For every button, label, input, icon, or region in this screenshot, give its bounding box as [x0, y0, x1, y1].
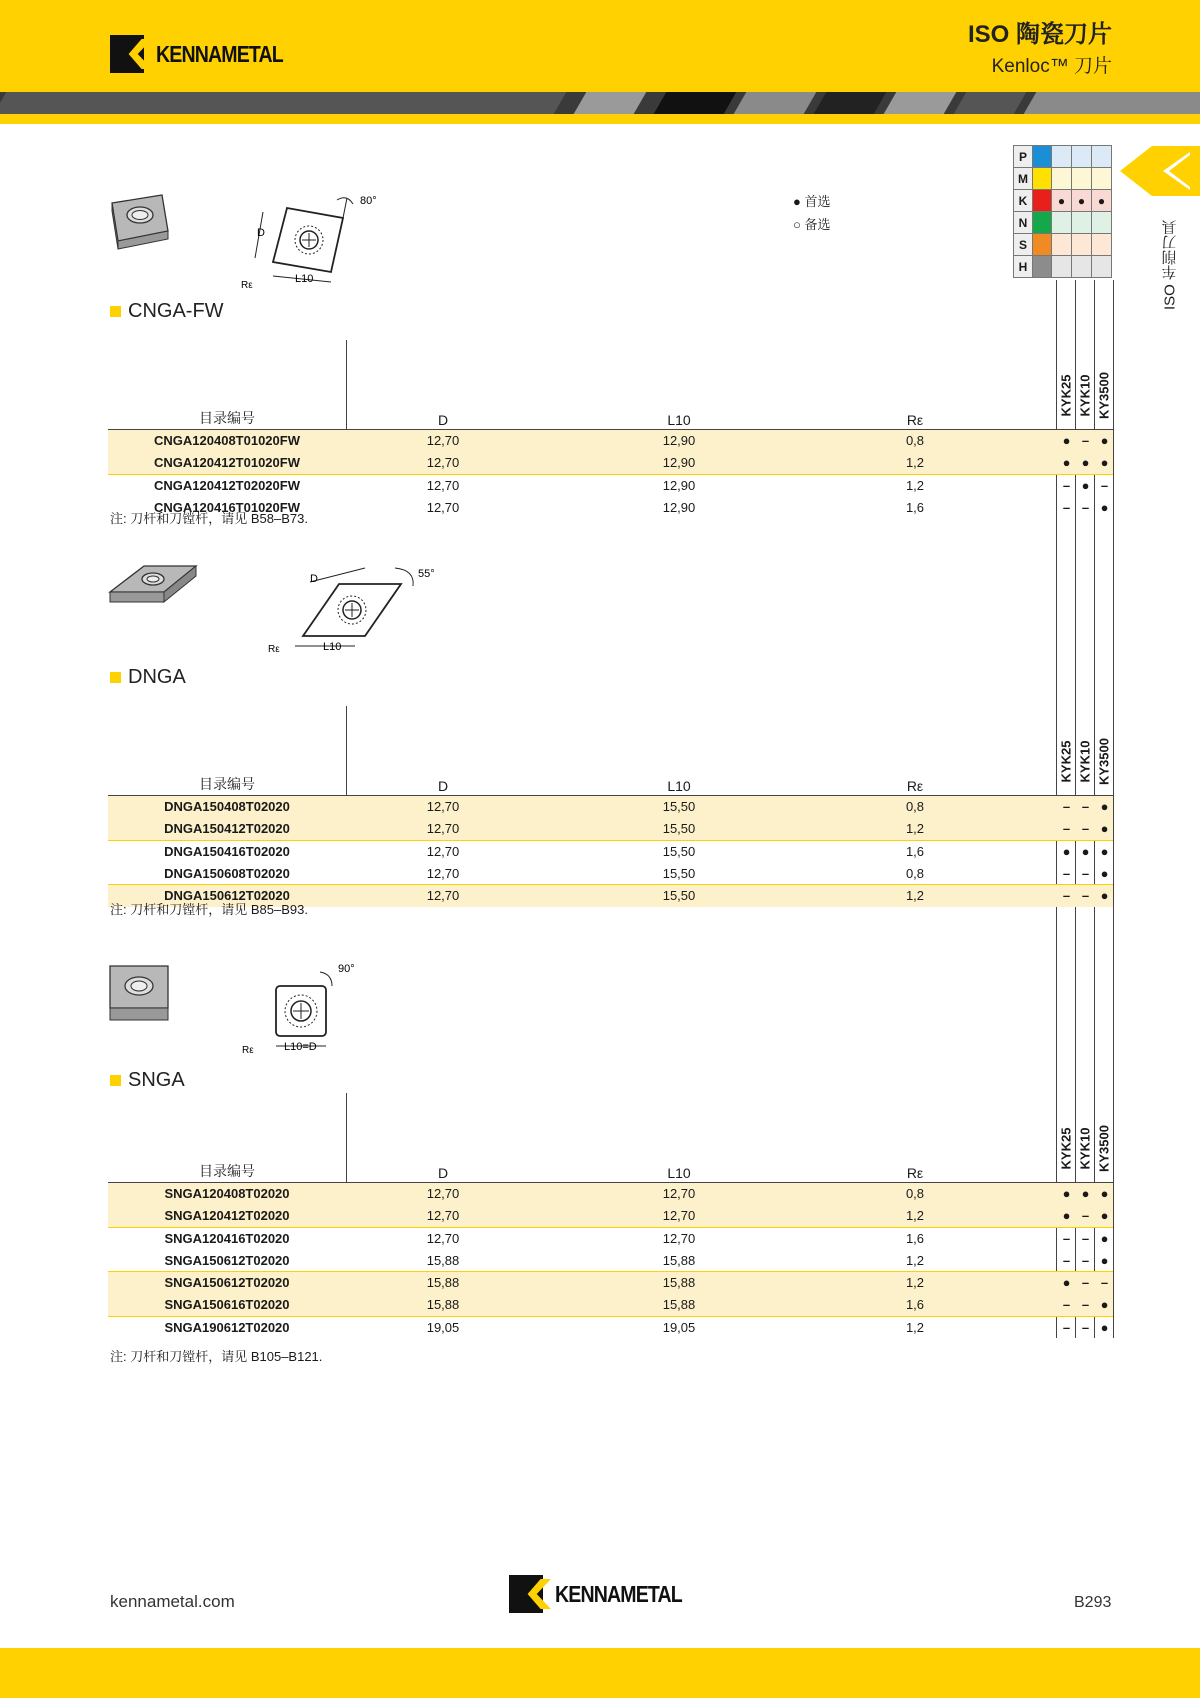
column-header-r: Rε — [906, 778, 924, 794]
legend-preferred: ● 首选 — [793, 194, 831, 209]
grade-header-label: KYK25 — [1058, 740, 1074, 783]
cell-grade: – — [1062, 799, 1071, 814]
cell-cat: CNGA120412T01020FW — [154, 455, 300, 471]
table-row — [108, 818, 1113, 840]
material-row — [1014, 212, 1112, 234]
cell-grade: ● — [1100, 843, 1109, 859]
table-cnga — [108, 340, 1113, 519]
cell-grade: – — [1062, 477, 1071, 493]
cell-l: 15,50 — [662, 843, 696, 859]
cell-grade: – — [1100, 1275, 1109, 1291]
cell-grade: – — [1062, 1319, 1071, 1335]
cell-cat: DNGA150412T02020 — [164, 821, 290, 837]
material-row — [1014, 146, 1112, 168]
cell-grade: – — [1081, 1319, 1090, 1335]
header-title-line1: ISO 陶瓷刀片 — [967, 21, 1112, 48]
cell-l: 12,90 — [662, 433, 696, 448]
cell-cat: SNGA150612T02020 — [164, 1252, 290, 1268]
grade-header-label: KYK10 — [1077, 740, 1093, 783]
cell-l: 15,88 — [662, 1275, 696, 1291]
cell-d: 12,70 — [426, 499, 460, 515]
cell-cat: DNGA150408T02020 — [164, 799, 290, 814]
note-dnga: 注: 刀杆和刀镗杆，请见 B85–B93. — [110, 902, 308, 917]
cell-l: 15,50 — [662, 799, 696, 814]
cell-d: 15,88 — [426, 1252, 460, 1268]
footer-logo-mark-icon — [509, 1575, 543, 1613]
cell-cat: DNGA150416T02020 — [164, 843, 290, 859]
svg-text:Rε: Rε — [268, 644, 280, 655]
cell-grade: ● — [1081, 1186, 1090, 1201]
grade-header-label: KY3500 — [1096, 1125, 1112, 1172]
material-code: K — [1014, 190, 1033, 212]
material-color-swatch — [1033, 190, 1052, 212]
material-color-swatch — [1033, 212, 1052, 234]
cell-grade: ● — [1100, 1297, 1109, 1313]
material-row — [1014, 234, 1112, 256]
grade-header — [1076, 731, 1094, 791]
dnga-insert-3d-icon — [108, 560, 200, 620]
svg-text:L10=D: L10=D — [284, 1041, 317, 1053]
material-color-swatch — [1033, 168, 1052, 190]
decor-stripe — [0, 92, 1200, 114]
cell-grade: ● — [1081, 843, 1090, 859]
cell-grade: ● — [1100, 1252, 1109, 1268]
material-row — [1014, 190, 1112, 212]
footer-logo-wordmark: KENNAMETAL — [555, 1580, 682, 1607]
cell-l: 12,70 — [662, 1230, 696, 1246]
cell-r: 0,8 — [905, 865, 925, 881]
table-row — [108, 430, 1113, 452]
cell-l: 12,90 — [662, 499, 696, 515]
cell-grade: – — [1062, 1230, 1071, 1246]
cell-l: 15,50 — [662, 865, 696, 881]
logo-mark-icon — [110, 35, 144, 73]
cell-r: 1,6 — [905, 1230, 925, 1246]
material-color-swatch — [1033, 146, 1052, 168]
table-row — [108, 1228, 1113, 1250]
table-row — [108, 863, 1113, 885]
column-header-r: Rε — [906, 1165, 924, 1181]
material-grade-mark — [1072, 146, 1092, 168]
material-code: P — [1014, 146, 1033, 168]
cell-cat: DNGA150608T02020 — [164, 865, 290, 881]
material-grade-mark — [1092, 212, 1112, 234]
grade-header-label: KYK25 — [1058, 1127, 1074, 1170]
material-color-swatch — [1033, 256, 1052, 278]
cell-cat: SNGA150612T02020 — [164, 1275, 290, 1291]
column-header-d: D — [437, 1165, 449, 1181]
cell-r: 1,2 — [905, 821, 925, 837]
side-chevron-icon — [1120, 146, 1200, 196]
cell-grade: – — [1100, 477, 1109, 493]
cell-d: 12,70 — [426, 455, 460, 471]
material-code: M — [1014, 168, 1033, 190]
section-title-snga: SNGA — [110, 1069, 185, 1092]
cell-r: 1,6 — [905, 1297, 925, 1313]
material-row — [1014, 256, 1112, 278]
cell-l: 15,88 — [662, 1297, 696, 1313]
table-row — [108, 1294, 1113, 1316]
material-grade-mark — [1092, 256, 1112, 278]
column-header-l10: L10 — [667, 778, 691, 794]
cell-grade: – — [1062, 499, 1071, 515]
cell-grade: ● — [1062, 455, 1071, 471]
column-header-d: D — [437, 778, 449, 794]
table-row — [108, 452, 1113, 474]
cell-r: 1,2 — [905, 1252, 925, 1268]
cell-grade: ● — [1062, 1186, 1071, 1201]
grade-header — [1076, 1118, 1094, 1178]
cell-grade: ● — [1100, 888, 1109, 904]
cell-r: 1,2 — [905, 1208, 925, 1224]
cell-grade: – — [1062, 1252, 1071, 1268]
grade-header — [1076, 365, 1094, 425]
material-grade-mark — [1092, 168, 1112, 190]
cell-grade: ● — [1062, 1275, 1071, 1291]
cell-grade: ● — [1100, 1230, 1109, 1246]
grade-header-label: KYK10 — [1077, 374, 1093, 417]
cell-cat: SNGA120416T02020 — [164, 1230, 290, 1246]
logo-wordmark: KENNAMETAL — [156, 40, 283, 67]
dnga-angle-label: 55° — [418, 568, 435, 580]
cell-grade: – — [1081, 865, 1090, 881]
table-header — [108, 340, 1113, 430]
column-header-l10: L10 — [667, 412, 691, 428]
cell-l: 19,05 — [662, 1319, 696, 1335]
legend — [793, 190, 830, 236]
grade-header-label: KY3500 — [1096, 738, 1112, 785]
cell-grade: – — [1081, 1208, 1090, 1224]
material-grade-mark — [1052, 234, 1072, 256]
table-row — [108, 1183, 1113, 1205]
material-code: S — [1014, 234, 1033, 256]
column-header-catalog: 目录编号 — [199, 1163, 255, 1179]
grade-header — [1095, 731, 1113, 791]
cell-grade: ● — [1100, 499, 1109, 515]
cell-grade: – — [1081, 821, 1090, 837]
cell-cat: SNGA120412T02020 — [164, 1208, 290, 1224]
cell-grade: ● — [1100, 1186, 1109, 1201]
footer-url[interactable]: kennametal.com — [110, 1592, 235, 1611]
kennametal-logo — [110, 35, 305, 73]
cell-r: 0,8 — [905, 799, 925, 814]
svg-text:Rε: Rε — [242, 1045, 254, 1056]
material-grade-mark: ● — [1052, 190, 1072, 212]
cell-l: 12,90 — [662, 477, 696, 493]
cell-grade: ● — [1081, 477, 1090, 493]
column-header-l10: L10 — [667, 1165, 691, 1181]
material-grade-mark — [1052, 146, 1072, 168]
cell-d: 12,70 — [426, 1230, 460, 1246]
grade-header — [1057, 365, 1075, 425]
table-dnga — [108, 706, 1113, 907]
cell-grade: ● — [1062, 1208, 1071, 1224]
cell-cat: DNGA150612T02020 — [164, 888, 290, 904]
table-row — [108, 1250, 1113, 1272]
page-number: B293 — [1074, 1594, 1112, 1611]
cell-r: 1,2 — [905, 888, 925, 904]
material-group-grid — [1013, 145, 1112, 278]
cell-grade: – — [1081, 1297, 1090, 1313]
svg-text:Rε: Rε — [241, 280, 253, 290]
cell-grade: ● — [1100, 433, 1109, 448]
cell-l: 12,70 — [662, 1208, 696, 1224]
material-grade-mark: ● — [1072, 190, 1092, 212]
grade-header — [1057, 731, 1075, 791]
cell-l: 15,88 — [662, 1252, 696, 1268]
table-row — [108, 796, 1113, 818]
cell-r: 1,2 — [905, 1275, 925, 1291]
cell-grade: – — [1081, 1275, 1090, 1291]
table-header — [108, 706, 1113, 796]
material-color-swatch — [1033, 234, 1052, 256]
section-title-dnga: DNGA — [110, 666, 186, 689]
header-title — [968, 14, 1112, 78]
material-grade-mark — [1072, 168, 1092, 190]
cell-d: 12,70 — [426, 477, 460, 493]
cell-l: 15,50 — [662, 888, 696, 904]
cell-d: 12,70 — [426, 888, 460, 904]
svg-text:L10: L10 — [295, 273, 314, 285]
table-row — [108, 841, 1113, 863]
cell-cat: CNGA120408T01020FW — [154, 433, 300, 448]
cell-grade: – — [1062, 888, 1071, 904]
cell-grade: – — [1081, 888, 1090, 904]
cell-grade: ● — [1100, 1319, 1109, 1335]
cell-d: 12,70 — [426, 1186, 460, 1201]
table-row — [108, 1317, 1113, 1339]
cell-grade: ● — [1062, 843, 1071, 859]
cell-d: 12,70 — [426, 1208, 460, 1224]
cell-grade: ● — [1100, 455, 1109, 471]
svg-text:D: D — [257, 227, 265, 239]
material-code: N — [1014, 212, 1033, 234]
snga-insert-3d-icon — [108, 962, 172, 1026]
legend-alternate: ○ 备选 — [793, 217, 831, 232]
snga-angle-label: 90° — [338, 963, 355, 975]
cell-grade: – — [1081, 499, 1090, 515]
material-grade-mark — [1092, 234, 1112, 256]
cnga-angle-label: 80° — [360, 195, 377, 207]
header-yellow-bar — [0, 114, 1200, 124]
cell-grade: – — [1062, 821, 1071, 837]
cell-r: 1,2 — [905, 455, 925, 471]
svg-text:D: D — [310, 573, 318, 585]
material-grade-mark — [1052, 212, 1072, 234]
cell-r: 0,8 — [905, 1186, 925, 1201]
column-header-r: Rε — [906, 412, 924, 428]
cell-d: 12,70 — [426, 821, 460, 837]
table-header — [108, 1093, 1113, 1183]
cell-d: 15,88 — [426, 1297, 460, 1313]
material-row — [1014, 168, 1112, 190]
snga-dimension-diagram — [240, 958, 370, 1058]
cnga-dimension-diagram — [235, 190, 385, 290]
cell-r: 0,8 — [905, 433, 925, 448]
note-snga: 注: 刀杆和刀镗杆，请见 B105–B121. — [110, 1349, 323, 1364]
material-grade-mark — [1052, 168, 1072, 190]
cell-grade: – — [1081, 433, 1090, 448]
column-header-d: D — [437, 412, 449, 428]
svg-text:L10: L10 — [323, 641, 342, 653]
cell-l: 12,70 — [662, 1186, 696, 1201]
cell-cat: SNGA120408T02020 — [164, 1186, 290, 1201]
cell-r: 1,2 — [905, 1319, 925, 1335]
cell-r: 1,2 — [905, 477, 925, 493]
cell-cat: CNGA120412T02020FW — [154, 477, 300, 493]
material-grade-mark — [1072, 234, 1092, 256]
cell-d: 12,70 — [426, 865, 460, 881]
table-row — [108, 1272, 1113, 1294]
cell-grade: ● — [1062, 433, 1071, 448]
grade-header — [1057, 1118, 1075, 1178]
table-row — [108, 475, 1113, 497]
note-cnga: 注: 刀杆和刀镗杆，请见 B58–B73. — [110, 511, 308, 526]
cell-r: 1,6 — [905, 843, 925, 859]
header-title-line2: Kenloc™ 刀片 — [991, 56, 1112, 77]
cell-grade: ● — [1100, 865, 1109, 881]
material-grade-mark — [1092, 146, 1112, 168]
footer-logo — [509, 1575, 704, 1613]
column-header-catalog: 目录编号 — [199, 776, 255, 792]
material-grade-mark: ● — [1092, 190, 1112, 212]
cell-d: 12,70 — [426, 433, 460, 448]
dnga-dimension-diagram — [265, 560, 445, 660]
cell-grade: – — [1062, 1297, 1071, 1313]
cell-grade: – — [1081, 799, 1090, 814]
material-grade-mark — [1072, 212, 1092, 234]
cell-cat: SNGA150616T02020 — [164, 1297, 290, 1313]
cell-grade: ● — [1100, 1208, 1109, 1224]
cell-d: 15,88 — [426, 1275, 460, 1291]
section-title-cnga: CNGA-FW — [110, 300, 224, 323]
cell-grade: ● — [1100, 799, 1109, 814]
cell-cat: CNGA120416T01020FW — [154, 499, 300, 515]
side-section-label: ISO 车削刀具 — [1161, 220, 1179, 311]
grade-header — [1095, 1118, 1113, 1178]
cell-d: 12,70 — [426, 799, 460, 814]
table-row — [108, 1205, 1113, 1227]
cell-grade: – — [1081, 1230, 1090, 1246]
grade-header-label: KY3500 — [1096, 372, 1112, 419]
grade-header — [1095, 365, 1113, 425]
table-snga — [108, 1093, 1113, 1339]
cell-l: 12,90 — [662, 455, 696, 471]
cnga-insert-3d-icon — [108, 193, 172, 253]
cell-r: 1,6 — [905, 499, 925, 515]
cell-cat: SNGA190612T02020 — [164, 1319, 290, 1335]
cell-d: 12,70 — [426, 843, 460, 859]
grade-header-label: KYK25 — [1058, 374, 1074, 417]
footer-yellow-bar — [0, 1648, 1200, 1698]
material-grade-mark — [1072, 256, 1092, 278]
cell-grade: – — [1062, 865, 1071, 881]
cell-grade: ● — [1081, 455, 1090, 471]
material-grade-mark — [1052, 256, 1072, 278]
cell-d: 19,05 — [426, 1319, 460, 1335]
material-code: H — [1014, 256, 1033, 278]
cell-grade: ● — [1100, 821, 1109, 837]
cell-grade: – — [1081, 1252, 1090, 1268]
grade-header-label: KYK10 — [1077, 1127, 1093, 1170]
cell-l: 15,50 — [662, 821, 696, 837]
column-header-catalog: 目录编号 — [199, 410, 255, 426]
